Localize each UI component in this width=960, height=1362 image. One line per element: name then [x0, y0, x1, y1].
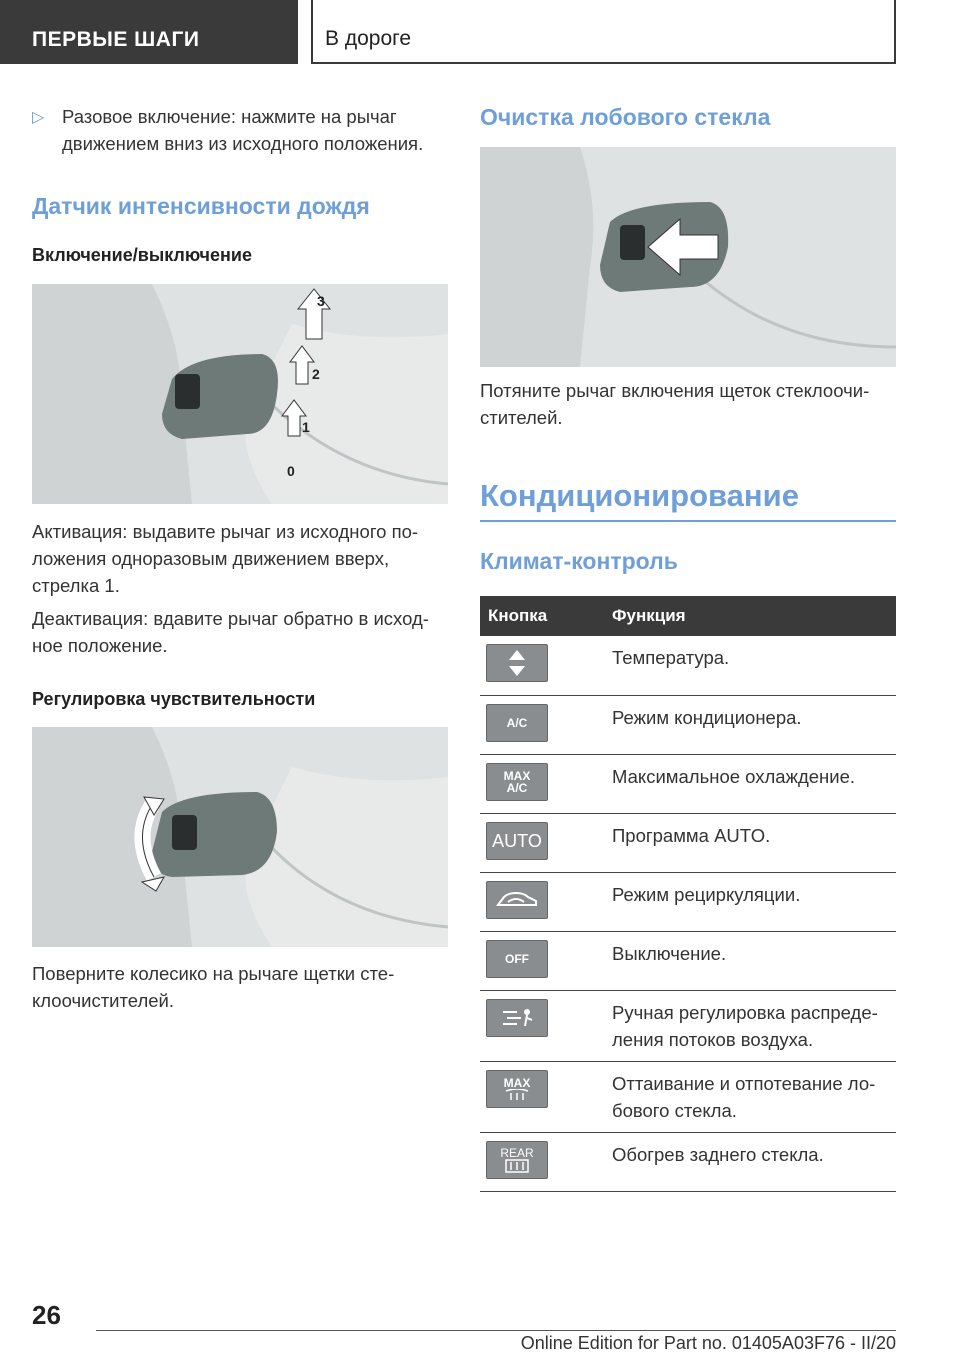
table-row — [480, 813, 896, 872]
washer-text-line-2: стителей. — [480, 407, 563, 428]
function-text: Температура. — [604, 636, 896, 695]
climate-control-heading: Климат-контроль — [480, 548, 678, 574]
table-row — [480, 931, 896, 990]
arrow-label-0: 0 — [287, 463, 295, 479]
function-text: Оттаивание и отпотевание ло- бового стекла. — [604, 1061, 896, 1132]
washer-heading: Очистка лобового стекла — [480, 104, 771, 130]
washer-stalk-illustration — [480, 147, 896, 367]
sensitivity-wheel-illustration — [32, 727, 448, 947]
edition-text: Online Edition for Part no. 01405A03F76 - II/20 — [520, 1333, 896, 1353]
table-row — [480, 754, 896, 813]
function-text: Выключение. — [604, 931, 896, 990]
table-row — [480, 695, 896, 754]
air-distribution-icon — [486, 999, 548, 1037]
ac-icon: A/C — [486, 704, 548, 742]
washer-text-line-1: Потяните рычаг включения щеток стеклоочи- — [480, 380, 870, 401]
table-row — [480, 872, 896, 931]
table-row — [480, 1061, 896, 1132]
function-text: Режим кондиционера. — [604, 695, 896, 754]
climate-heading: Кондиционирование — [480, 478, 799, 513]
table-row — [480, 990, 896, 1061]
rain-sensor-stalk-illustration — [32, 284, 448, 504]
bullet-line-2: движением вниз из исходного положения. — [62, 133, 424, 154]
arrow-label-1: 1 — [302, 419, 310, 435]
page-number: 26 — [32, 1300, 61, 1330]
temperature-arrows-icon — [486, 644, 548, 682]
activation-line-3: стрелка 1. — [32, 575, 120, 596]
max-defrost-label: MAX — [503, 1075, 531, 1090]
wheel-text-line-1: Поверните колесико на рычаге щетки сте- — [32, 963, 395, 984]
on-off-heading: Включение/выключение — [32, 245, 252, 265]
deactivation-line-2: ное положение. — [32, 635, 168, 656]
section-tab: ПЕРВЫЕ ШАГИ — [0, 0, 298, 64]
function-text: Максимальное охлаждение. — [604, 754, 896, 813]
max-defrost-icon — [486, 1070, 548, 1108]
function-text: Обогрев заднего стекла. — [604, 1132, 896, 1191]
column-header-function: Функция — [604, 596, 896, 636]
chapter-title: В дороге — [311, 0, 896, 64]
wheel-text-line-2: клоочистителей. — [32, 990, 175, 1011]
table-row — [480, 1132, 896, 1191]
column-header-button: Кнопка — [480, 596, 604, 636]
auto-icon: AUTO — [486, 822, 548, 860]
rear-defrost-icon — [486, 1141, 548, 1179]
heading-rule — [480, 520, 896, 522]
max-ac-icon: MAX A/C — [486, 763, 548, 801]
off-icon: OFF — [486, 940, 548, 978]
climate-buttons-table — [480, 596, 896, 1192]
sensitivity-heading: Регулировка чувствительности — [32, 689, 316, 709]
rear-defrost-label: REAR — [500, 1145, 534, 1160]
function-text: Программа AUTO. — [604, 813, 896, 872]
arrow-label-3: 3 — [317, 293, 325, 309]
deactivation-line-1: Деактивация: вдавите рычаг обратно в исход- — [32, 608, 429, 629]
footer-divider — [96, 1330, 896, 1331]
recirculation-icon — [486, 881, 548, 919]
rain-sensor-heading: Датчик интенсивности дождя — [32, 193, 370, 219]
arrow-label-2: 2 — [312, 366, 320, 382]
bullet-triangle-icon: ▷ — [32, 109, 45, 126]
activation-line-2: ложения одноразовым движением вверх, — [32, 548, 390, 569]
function-text: Режим рециркуляции. — [604, 872, 896, 931]
bullet-line-1: Разовое включение: нажмите на рычаг — [62, 106, 397, 127]
table-row — [480, 636, 896, 695]
table-header-row — [480, 596, 896, 636]
activation-line-1: Активация: выдавите рычаг из исходного по- — [32, 521, 419, 542]
function-text: Ручная регулировка распреде- ления потоков воздуха. — [604, 990, 896, 1061]
